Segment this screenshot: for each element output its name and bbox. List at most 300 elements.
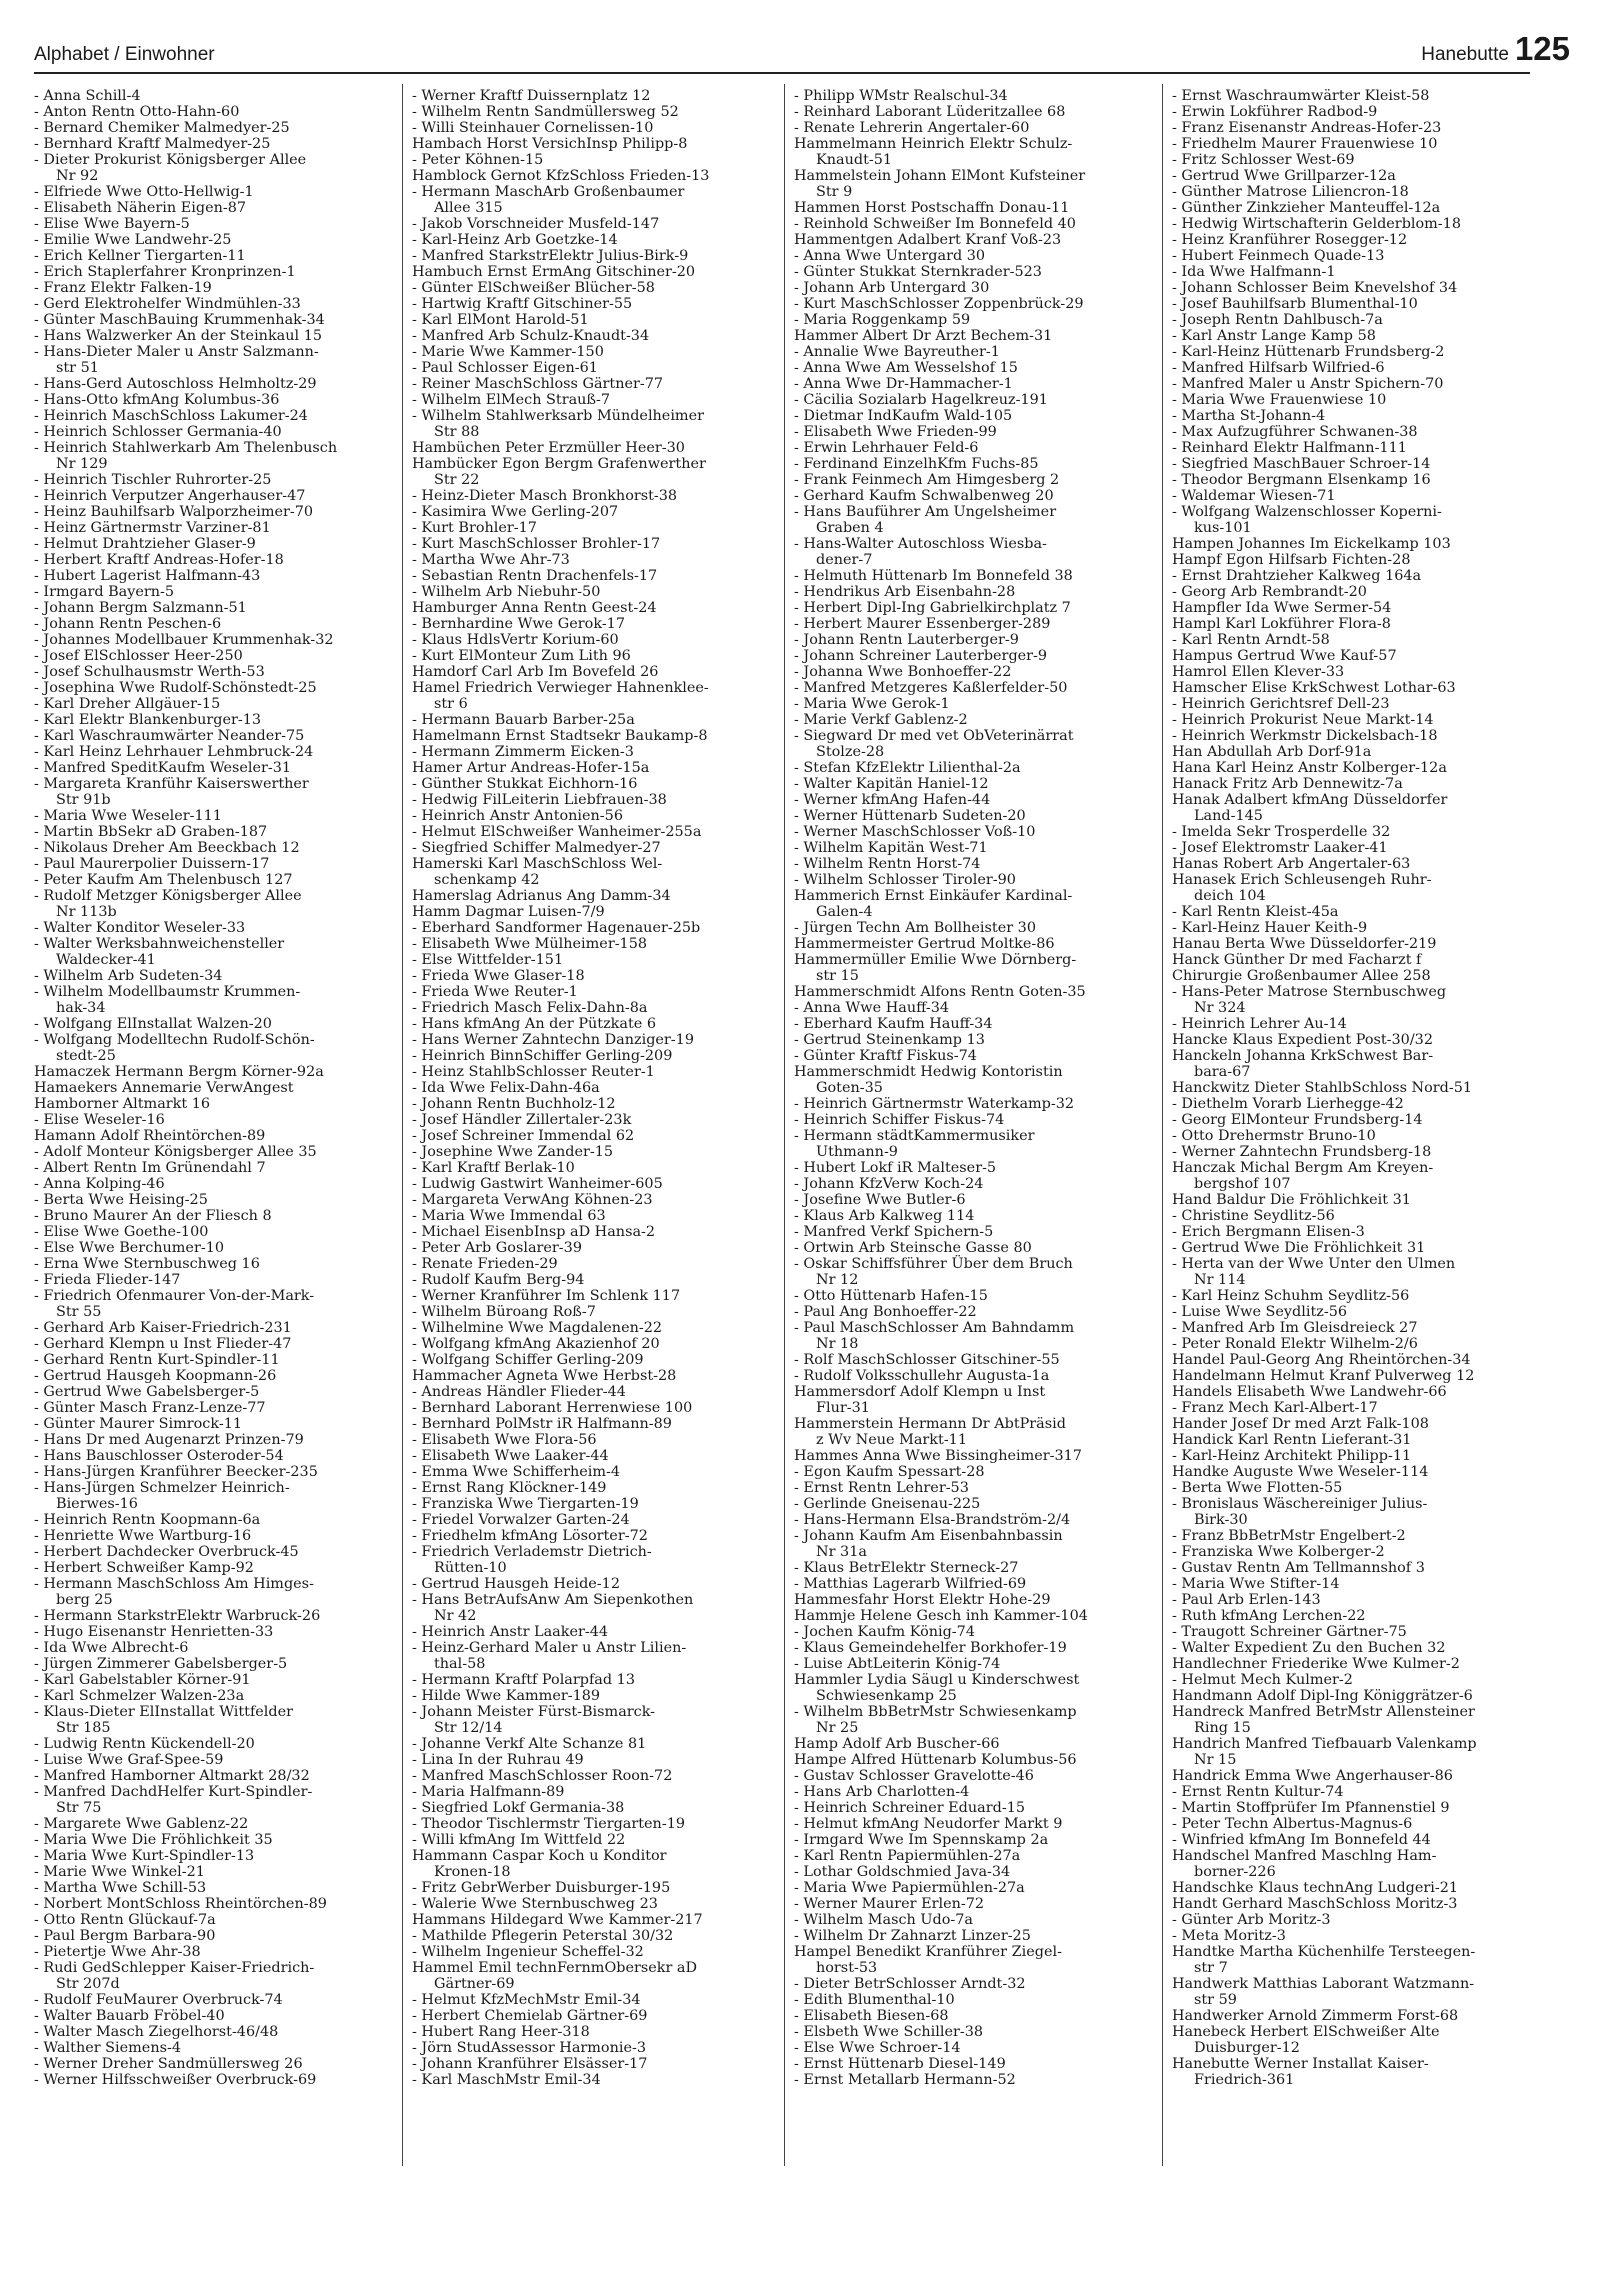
directory-entry: Hamscher Elise KrkSchwest Lothar-63: [1172, 680, 1456, 696]
directory-entry: - Hermann StarkstrElektr Warbruck-26: [34, 1608, 321, 1624]
directory-entry: - Walter Werksbahnweichensteller: [34, 936, 285, 952]
directory-entry: Handreck Manfred BetrMstr Allensteiner: [1172, 1704, 1475, 1720]
directory-entry: - Paul Arb Erlen-143: [1172, 1592, 1321, 1608]
directory-entry: - Gertrud Wwe Gabelsberger-5: [34, 1384, 260, 1400]
directory-entry: - Bruno Maurer An der Fliesch 8: [34, 1208, 272, 1224]
directory-entry: Hander Josef Dr med Arzt Falk-108: [1172, 1416, 1429, 1432]
directory-entry: - Bernard Chemiker Malmedyer-25: [34, 120, 290, 136]
directory-entry: - Jochen Kaufm König-74: [794, 1624, 975, 1640]
directory-entry: - Siegfried Lokf Germania-38: [412, 1800, 625, 1816]
directory-entry: schenkamp 42: [434, 872, 540, 888]
directory-entry: - Walter Konditor Weseler-33: [34, 920, 246, 936]
directory-entry: Graben 4: [816, 520, 884, 536]
directory-entry: - Johann Schreiner Lauterberger-9: [794, 648, 1048, 664]
directory-entry: - Rudi GedSchlepper Kaiser-Friedrich-: [34, 1960, 315, 1976]
directory-entry: - Walther Siemens-4: [34, 2040, 181, 2056]
directory-entry: - Heinrich Schiffer Fiskus-74: [794, 1112, 1005, 1128]
directory-entry: - Kasimira Wwe Gerling-207: [412, 504, 619, 520]
directory-entry: Hanebeck Herbert ElSchweißer Alte: [1172, 2024, 1440, 2040]
directory-entry: - Karl Waschraumwärter Neander-75: [34, 728, 305, 744]
directory-entry: - Gertrud Steinenkamp 13: [794, 1032, 985, 1048]
directory-entry: - Martin Stoffprüfer Im Pfannenstiel 9: [1172, 1800, 1450, 1816]
directory-entry: Hammerich Ernst Einkäufer Kardinal-: [794, 888, 1073, 904]
directory-entry: - Karl Anstr Lange Kamp 58: [1172, 328, 1376, 344]
directory-entry: - Wolfgang ElInstallat Walzen-20: [34, 1016, 272, 1032]
directory-entry: - Helmut kfmAng Neudorfer Markt 9: [794, 1816, 1063, 1832]
directory-entry: Hanck Günther Dr med Facharzt f: [1172, 952, 1422, 968]
directory-entry: Hammann Caspar Koch u Konditor: [412, 1848, 667, 1864]
directory-entry: - Werner Maurer Erlen-72: [794, 1896, 985, 1912]
directory-entry: Knaudt-51: [816, 152, 893, 168]
directory-entry: - Hans Werner Zahntechn Danziger-19: [412, 1032, 694, 1048]
directory-entry: Chirurgie Großenbaumer Allee 258: [1172, 968, 1431, 984]
directory-entry: berg 25: [56, 1592, 113, 1608]
directory-entry: - Karl Rentn Papiermühlen-27a: [794, 1848, 1021, 1864]
directory-entry: - Herbert Schweißer Kamp-92: [34, 1560, 254, 1576]
directory-entry: - Heinrich Werkmstr Dickelsbach-18: [1172, 728, 1438, 744]
directory-entry: Hamel Friedrich Verwieger Hahnenklee-: [412, 680, 709, 696]
directory-entry: Handrich Manfred Tiefbauarb Valenkamp: [1172, 1736, 1477, 1752]
directory-entry: - Günter Stukkat Sternkrader-523: [794, 264, 1042, 280]
directory-entry: Str 9: [816, 184, 853, 200]
directory-entry: - Helmut Drahtzieher Glaser-9: [34, 536, 256, 552]
directory-entry: - Johann Kranführer Elsässer-17: [412, 2056, 648, 2072]
directory-entry: stedt-25: [56, 1048, 116, 1064]
directory-entry: - Anna Wwe Dr-Hammacher-1: [794, 376, 1013, 392]
directory-entry: - Heinrich Tischler Ruhrorter-25: [34, 472, 272, 488]
directory-entry: - Wilhelm Arb Sudeten-34: [34, 968, 223, 984]
directory-entry: - Siegfried MaschBauer Schroer-14: [1172, 456, 1431, 472]
directory-entry: Hanckeln Johanna KrkSchwest Bar-: [1172, 1048, 1434, 1064]
directory-entry: - Manfred DachdHelfer Kurt-Spindler-: [34, 1784, 313, 1800]
directory-entry: - Eberhard Kaufm Hauff-34: [794, 1016, 993, 1032]
directory-entry: - Elise Wwe Goethe-100: [34, 1224, 209, 1240]
directory-entry: - Frieda Wwe Glaser-18: [412, 968, 585, 984]
directory-entry: - Theodor Tischlermstr Tiergarten-19: [412, 1816, 686, 1832]
directory-entry: - Paul MaschSchlosser Am Bahndamm: [794, 1320, 1075, 1336]
directory-entry: - Luise Wwe Graf-Spee-59: [34, 1752, 224, 1768]
directory-entry: - Meta Moritz-3: [1172, 1928, 1286, 1944]
directory-entry: - Manfred Verkf Spichern-5: [794, 1224, 994, 1240]
directory-entry: Hamer Artur Andreas-Hofer-15a: [412, 760, 650, 776]
directory-entry: Handrick Emma Wwe Angerhauser-86: [1172, 1768, 1453, 1784]
directory-entry: z Wv Neue Markt-11: [816, 1432, 967, 1448]
directory-entry: horst-53: [816, 1960, 878, 1976]
directory-entry: - Waldemar Wiesen-71: [1172, 488, 1336, 504]
directory-entry: - Maria Wwe Kurt-Spindler-13: [34, 1848, 255, 1864]
directory-entry: Nr 129: [56, 456, 108, 472]
directory-entry: - Egon Kaufm Spessart-28: [794, 1464, 985, 1480]
directory-entry: - Erich Bergmann Elisen-3: [1172, 1224, 1365, 1240]
directory-entry: Hamburger Anna Rentn Geest-24: [412, 600, 657, 616]
directory-entry: - Johann Meister Fürst-Bismarck-: [412, 1704, 656, 1720]
directory-column-4: [1172, 88, 1536, 2088]
directory-entry: - Lothar Goldschmied Java-34: [794, 1864, 1011, 1880]
directory-entry: - Gerd Elektrohelfer Windmühlen-33: [34, 296, 301, 312]
directory-entry: Hanas Robert Arb Angertaler-63: [1172, 856, 1411, 872]
directory-entry: Hampf Egon Hilfsarb Fichten-28: [1172, 552, 1411, 568]
directory-entry: - Sebastian Rentn Drachenfels-17: [412, 568, 658, 584]
directory-entry: - Erich Kellner Tiergarten-11: [34, 248, 246, 264]
running-head-name: Hanebutte: [1421, 44, 1509, 65]
directory-entry: - Ernst Metallarb Hermann-52: [794, 2072, 1016, 2088]
directory-entry: - Johann Rentn Peschen-6: [34, 616, 222, 632]
directory-entry: - Wolfgang kfmAng Akazienhof 20: [412, 1336, 660, 1352]
directory-entry: Hammel Emil technFernmObersekr aD: [412, 1960, 698, 1976]
directory-entry: Handschke Klaus technAng Ludgeri-21: [1172, 1880, 1459, 1896]
directory-entry: - Ortwin Arb Steinsche Gasse 80: [794, 1240, 1032, 1256]
directory-entry: - Manfred Metzgeres Kaßlerfelder-50: [794, 680, 1068, 696]
directory-entry: - Heinrich Prokurist Neue Markt-14: [1172, 712, 1434, 728]
directory-entry: - Friedhelm Maurer Frauenwiese 10: [1172, 136, 1438, 152]
directory-entry: - Maria Wwe Frauenwiese 10: [1172, 392, 1387, 408]
directory-entry: - Heinz-Dieter Masch Bronkhorst-38: [412, 488, 678, 504]
directory-entry: - Ernst Drahtzieher Kalkweg 164a: [1172, 568, 1422, 584]
directory-entry: Str 55: [56, 1304, 102, 1320]
directory-entry: - Berta Wwe Heising-25: [34, 1192, 208, 1208]
directory-entry: - Willi Steinhauer Cornelissen-10: [412, 120, 654, 136]
directory-entry: - Else Wwe Schroer-14: [794, 2040, 961, 2056]
directory-entry: Hamblock Gernot KfzSchloss Frieden-13: [412, 168, 710, 184]
directory-entry: - Heinz StahlbSchlosser Reuter-1: [412, 1064, 655, 1080]
directory-entry: Str 207d: [56, 1976, 120, 1992]
directory-entry: Str 22: [434, 472, 480, 488]
directory-entry: - Wolfgang Schiffer Gerling-209: [412, 1352, 644, 1368]
directory-entry: - Martin BbSekr aD Graben-187: [34, 824, 268, 840]
directory-entry: - Michael EisenbInsp aD Hansa-2: [412, 1224, 656, 1240]
directory-entry: - Franz Elektr Falken-19: [34, 280, 212, 296]
directory-entry: - Reiner MaschSchloss Gärtner-77: [412, 376, 664, 392]
directory-entry: - Rudolf Metzger Königsberger Allee: [34, 888, 302, 904]
directory-entry: - Karl-Heinz Hauer Keith-9: [1172, 920, 1368, 936]
directory-entry: - Josef Schulhausmstr Werth-53: [34, 664, 265, 680]
directory-entry: - Gerhard Rentn Kurt-Spindler-11: [34, 1352, 280, 1368]
directory-entry: Rütten-10: [434, 1560, 507, 1576]
directory-entry: - Manfred Arb Schulz-Knaudt-34: [412, 328, 650, 344]
directory-entry: Land-145: [1194, 808, 1263, 824]
directory-entry: - Johann Schlosser Beim Knevelshof 34: [1172, 280, 1458, 296]
directory-entry: - Dieter BetrSchlosser Arndt-32: [794, 1976, 1026, 1992]
directory-entry: - Maria Roggenkamp 59: [794, 312, 971, 328]
directory-entry: Nr 12: [816, 1272, 859, 1288]
directory-entry: str 7: [1194, 1960, 1228, 1976]
directory-entry: - Karl ElMont Harold-51: [412, 312, 589, 328]
directory-entry: - Fritz Schlosser West-69: [1172, 152, 1355, 168]
directory-entry: - Frieda Flieder-147: [34, 1272, 181, 1288]
directory-entry: Hana Karl Heinz Anstr Kolberger-12a: [1172, 760, 1447, 776]
directory-entry: Schwiesenkamp 25: [816, 1688, 957, 1704]
directory-entry: Hambüchen Peter Erzmüller Heer-30: [412, 440, 685, 456]
directory-entry: - Jürgen Zimmerer Gabelsberger-5: [34, 1656, 288, 1672]
page-header-right: [1421, 30, 1570, 68]
directory-entry: Hamerslag Adrianus Ang Damm-34: [412, 888, 671, 904]
directory-entry: - Else Wwe Berchumer-10: [34, 1240, 225, 1256]
directory-entry: - Hans Dr med Augenarzt Prinzen-79: [34, 1432, 304, 1448]
directory-entry: - Karl-Heinz Architekt Philipp-11: [1172, 1448, 1412, 1464]
directory-entry: Hammerschmidt Hedwig Kontoristin: [794, 1064, 1063, 1080]
directory-entry: - Hans-Gerd Autoschloss Helmholtz-29: [34, 376, 317, 392]
directory-entry: - Eberhard Sandformer Hagenauer-25b: [412, 920, 701, 936]
directory-entry: - Berta Wwe Flotten-55: [1172, 1480, 1343, 1496]
directory-entry: - Peter Ronald Elektr Wilhelm-2/6: [1172, 1336, 1418, 1352]
directory-entry: str 51: [56, 360, 99, 376]
directory-entry: - Wilhelmine Wwe Magdalenen-22: [412, 1320, 663, 1336]
directory-entry: - Günther Zinkzieher Manteuffel-12a: [1172, 200, 1441, 216]
directory-entry: - Siegward Dr med vet ObVeterinärrat: [794, 728, 1074, 744]
directory-entry: - Heinrich MaschSchloss Lakumer-24: [34, 408, 308, 424]
directory-entry: - Marie Wwe Kammer-150: [412, 344, 604, 360]
directory-entry: Hanasek Erich Schleusengeh Ruhr-: [1172, 872, 1432, 888]
directory-entry: - Günter ElSchweißer Blücher-58: [412, 280, 655, 296]
directory-entry: Hancke Klaus Expedient Post-30/32: [1172, 1032, 1433, 1048]
directory-entry: - Karl MaschMstr Emil-34: [412, 2072, 601, 2088]
directory-entry: - Manfred SpeditKaufm Weseler-31: [34, 760, 292, 776]
directory-entry: - Klaus HdlsVertr Korium-60: [412, 632, 619, 648]
directory-entry: - Ernst Rang Klöckner-149: [412, 1480, 607, 1496]
directory-entry: Hampen Johannes Im Eickelkamp 103: [1172, 536, 1451, 552]
directory-entry: - Manfred StarkstrElektr Julius-Birk-9: [412, 248, 689, 264]
directory-entry: - Heinrich Stahlwerkarb Am Thelenbusch: [34, 440, 338, 456]
directory-entry: - Peter Kaufm Am Thelenbusch 127: [34, 872, 293, 888]
directory-entry: Hanak Adalbert kfmAng Düsseldorfer: [1172, 792, 1448, 808]
directory-entry: - Kurt MaschSchlosser Zoppenbrück-29: [794, 296, 1084, 312]
directory-entry: Handtke Martha Küchenhilfe Tersteegen-: [1172, 1944, 1476, 1960]
directory-entry: - Rudolf FeuMaurer Overbruck-74: [34, 1992, 283, 2008]
directory-entry: Hammans Hildegard Wwe Kammer-217: [412, 1912, 703, 1928]
directory-entry: - Karl Gabelstabler Körner-91: [34, 1672, 251, 1688]
directory-entry: Handels Elisabeth Wwe Landwehr-66: [1172, 1384, 1447, 1400]
directory-entry: - Emma Wwe Schifferheim-4: [412, 1464, 621, 1480]
directory-entry: str 59: [1194, 1992, 1237, 2008]
directory-entry: - Peter Arb Goslarer-39: [412, 1240, 582, 1256]
directory-entry: - Manfred MaschSchlosser Roon-72: [412, 1768, 673, 1784]
directory-entry: bara-67: [1194, 1064, 1251, 1080]
directory-entry: - Elisabeth Wwe Frieden-99: [794, 424, 997, 440]
directory-entry: - Margareta Kranführ Kaiserswerther: [34, 776, 309, 792]
directory-entry: - Erich Staplerfahrer Kronprinzen-1: [34, 264, 296, 280]
directory-entry: Str 185: [56, 1720, 111, 1736]
directory-entry: - Karl Heinz Schuhm Seydlitz-56: [1172, 1288, 1410, 1304]
directory-entry: Hampel Benedikt Kranführer Ziegel-: [794, 1944, 1062, 1960]
directory-entry: - Oskar Schiffsführer Über dem Bruch: [794, 1256, 1073, 1272]
directory-entry: - Hans Bauschlosser Osteroder-54: [34, 1448, 284, 1464]
directory-entry: - Jakob Vorschneider Musfeld-147: [412, 216, 660, 232]
directory-entry: Kronen-18: [434, 1864, 511, 1880]
directory-entry: - Ida Wwe Felix-Dahn-46a: [412, 1080, 600, 1096]
directory-entry: - Ernst Hüttenarb Diesel-149: [794, 2056, 1006, 2072]
directory-column-1: [34, 88, 398, 2088]
directory-entry: - Anna Wwe Hauff-34: [794, 1000, 950, 1016]
directory-entry: - Johann Kaufm Am Eisenbahnbassin: [794, 1528, 1063, 1544]
directory-entry: - Bernhard Laborant Herrenwiese 100: [412, 1400, 693, 1416]
directory-entry: - Ernst Waschraumwärter Kleist-58: [1172, 88, 1430, 104]
directory-entry: - Emilie Wwe Landwehr-25: [34, 232, 232, 248]
directory-entry: - Kurt MaschSchlosser Brohler-17: [412, 536, 661, 552]
directory-entry: - Stefan KfzElektr Lilienthal-2a: [794, 760, 1021, 776]
directory-entry: - Hans kfmAng An der Pützkate 6: [412, 1016, 656, 1032]
directory-entry: - Franz Eisenanstr Andreas-Hofer-23: [1172, 120, 1442, 136]
directory-entry: - Herta van der Wwe Unter den Ulmen: [1172, 1256, 1456, 1272]
directory-entry: - Elfriede Wwe Otto-Hellwig-1: [34, 184, 254, 200]
directory-entry: - Luise AbtLeiterin König-74: [794, 1656, 1001, 1672]
directory-entry: Han Abdullah Arb Dorf-91a: [1172, 744, 1372, 760]
directory-entry: Handelmann Helmut Kranf Pulverweg 12: [1172, 1368, 1475, 1384]
directory-entry: - Josef ElSchlosser Heer-250: [34, 648, 243, 664]
directory-entry: - Hedwig Wirtschafterin Gelderblom-18: [1172, 216, 1461, 232]
directory-entry: Hammermüller Emilie Wwe Dörnberg-: [794, 952, 1077, 968]
directory-entry: - Anna Schill-4: [34, 88, 141, 104]
directory-entry: - Nikolaus Dreher Am Beeckbach 12: [34, 840, 300, 856]
directory-entry: thal-58: [434, 1656, 486, 1672]
directory-entry: - Hedwig FilLeiterin Liebfrauen-38: [412, 792, 667, 808]
directory-entry: - Wolfgang Modelltechn Rudolf-Schön-: [34, 1032, 315, 1048]
directory-entry: - Otto Rentn Glückauf-7a: [34, 1912, 216, 1928]
directory-entry: Handschel Manfred Maschlng Ham-: [1172, 1848, 1437, 1864]
directory-entry: - Gerhard Kaufm Schwalbenweg 20: [794, 488, 1054, 504]
directory-entry: - Klaus Arb Kalkweg 114: [794, 1208, 975, 1224]
directory-entry: - Karl Schmelzer Walzen-23a: [34, 1688, 245, 1704]
directory-entry: - Walerie Wwe Sternbuschweg 23: [412, 1896, 658, 1912]
directory-entry: - Max Aufzugführer Schwanen-38: [1172, 424, 1418, 440]
page-header: [34, 30, 1570, 74]
directory-entry: - Werner Kraftf Duissernplatz 12: [412, 88, 651, 104]
directory-entry: - Helmuth Hüttenarb Im Bonnefeld 38: [794, 568, 1073, 584]
directory-entry: - Klaus-Dieter ElInstallat Wittfelder: [34, 1704, 294, 1720]
directory-entry: - Hermann städtKammermusiker: [794, 1128, 1035, 1144]
directory-entry: Hanau Berta Wwe Düsseldorfer-219: [1172, 936, 1437, 952]
directory-entry: dener-7: [816, 552, 873, 568]
directory-entry: - Rudolf Kaufm Berg-94: [412, 1272, 585, 1288]
directory-entry: - Johann Arb Untergard 30: [794, 280, 990, 296]
directory-entry: - Reinhard Elektr Halfmann-111: [1172, 440, 1407, 456]
directory-entry: - Hans-Otto kfmAng Kolumbus-36: [34, 392, 280, 408]
directory-entry: - Heinrich BinnSchiffer Gerling-209: [412, 1048, 673, 1064]
directory-entry: - Hans Walzwerker An der Steinkaul 15: [34, 328, 323, 344]
directory-entry: - Josephine Wwe Zander-15: [412, 1144, 614, 1160]
directory-entry: - Albert Rentn Im Grünendahl 7: [34, 1160, 266, 1176]
directory-entry: - Gertrud Hausgeh Koopmann-26: [34, 1368, 277, 1384]
directory-entry: - Friedrich Verlademstr Dietrich-: [412, 1544, 652, 1560]
directory-entry: - Heinrich Gärtnermstr Waterkamp-32: [794, 1096, 1075, 1112]
directory-entry: - Hans Arb Charlotten-4: [794, 1784, 970, 1800]
section-title: Alphabet / Einwohner: [34, 44, 215, 65]
directory-entry: - Hermann Bauarb Barber-25a: [412, 712, 635, 728]
directory-entry: - Heinrich Lehrer Au-14: [1172, 1016, 1347, 1032]
directory-entry: - Werner Zahntechn Frundsberg-18: [1172, 1144, 1432, 1160]
directory-entry: - Wolfgang Walzenschlosser Koperni-: [1172, 504, 1442, 520]
directory-entry: - Ernst Rentn Kultur-74: [1172, 1784, 1344, 1800]
page-number: 125: [1514, 30, 1570, 67]
directory-entry: - Ida Wwe Halfmann-1: [1172, 264, 1336, 280]
directory-entry: - Georg Arb Rembrandt-20: [1172, 584, 1367, 600]
directory-entry: - Hubert Rang Heer-318: [412, 2024, 590, 2040]
directory-entry: - Winfried kfmAng Im Bonnefeld 44: [1172, 1832, 1431, 1848]
directory-entry: Hamdorf Carl Arb Im Bovefeld 26: [412, 664, 659, 680]
directory-entry: - Frank Feinmech Am Himgesberg 2: [794, 472, 1060, 488]
directory-entry: - Herbert Kraftf Andreas-Hofer-18: [34, 552, 284, 568]
directory-entry: - Heinz Bauhilfsarb Walporzheimer-70: [34, 504, 314, 520]
directory-entry: - Gustav Schlosser Gravelotte-46: [794, 1768, 1034, 1784]
directory-entry: - Elisabeth Näherin Eigen-87: [34, 200, 247, 216]
directory-entry: Hammacher Agneta Wwe Herbst-28: [412, 1368, 677, 1384]
directory-entry: Hamm Dagmar Luisen-7/9: [412, 904, 605, 920]
directory-entry: - Johann KfzVerw Koch-24: [794, 1176, 984, 1192]
directory-entry: - Erna Wwe Sternbuschweg 16: [34, 1256, 260, 1272]
directory-entry: - Theodor Bergmann Elsenkamp 16: [1172, 472, 1431, 488]
directory-entry: - Fritz GebrWerber Duisburger-195: [412, 1880, 671, 1896]
directory-entry: - Johanna Wwe Bonhoeffer-22: [794, 664, 1012, 680]
directory-entry: - Peter Techn Albertus-Magnus-6: [1172, 1816, 1413, 1832]
directory-entry: - Günther Matrose Liliencron-18: [1172, 184, 1409, 200]
directory-entry: Hammermeister Gertrud Moltke-86: [794, 936, 1055, 952]
directory-entry: - Helmut Mech Kulmer-2: [1172, 1672, 1353, 1688]
directory-entry: - Willi kfmAng Im Wittfeld 22: [412, 1832, 626, 1848]
directory-entry: Hambach Horst VersichInsp Philipp-8: [412, 136, 688, 152]
directory-entry: - Heinrich Anstr Antonien-56: [412, 808, 623, 824]
directory-entry: - Gustav Rentn Am Tellmannshof 3: [1172, 1560, 1425, 1576]
directory-entry: - Heinz-Gerhard Maler u Anstr Lilien-: [412, 1640, 687, 1656]
directory-entry: Handke Auguste Wwe Weseler-114: [1172, 1464, 1429, 1480]
directory-entry: Nr 25: [816, 1720, 859, 1736]
directory-entry: - Else Wittfelder-151: [412, 952, 564, 968]
directory-entry: - Erwin Lokführer Radbod-9: [1172, 104, 1378, 120]
directory-entry: Hammler Lydia Säugl u Kinderschwest: [794, 1672, 1080, 1688]
directory-entry: hak-34: [56, 1000, 106, 1016]
directory-entry: Hamann Adolf Rheintörchen-89: [34, 1128, 266, 1144]
directory-entry: - Luise Wwe Seydlitz-56: [1172, 1304, 1347, 1320]
directory-entry: - Elisabeth Biesen-68: [794, 2008, 949, 2024]
directory-entry: - Klaus BetrElektr Sterneck-27: [794, 1560, 1019, 1576]
directory-entry: Waldecker-41: [56, 952, 156, 968]
directory-column-2: [412, 88, 776, 2088]
directory-entry: - Bernhardine Wwe Gerok-17: [412, 616, 625, 632]
directory-entry: Stolze-28: [816, 744, 885, 760]
directory-entry: Ring 15: [1194, 1720, 1251, 1736]
directory-entry: - Maria Wwe Weseler-111: [34, 808, 222, 824]
directory-entry: - Maria Wwe Immendal 63: [412, 1208, 606, 1224]
directory-entry: - Bronislaus Wäschereiniger Julius-: [1172, 1496, 1428, 1512]
directory-entry: - Christine Seydlitz-56: [1172, 1208, 1335, 1224]
directory-entry: - Edith Blumenthal-10: [794, 1992, 955, 2008]
directory-entry: - Karl Heinz Lehrhauer Lehmbruck-24: [34, 744, 314, 760]
directory-entry: - Dieter Prokurist Königsberger Allee: [34, 152, 307, 168]
directory-entry: - Karl-Heinz Arb Goetzke-14: [412, 232, 618, 248]
directory-entry: - Reinhold Schweißer Im Bonnefeld 40: [794, 216, 1076, 232]
directory-entry: - Johanne Verkf Alte Schanze 81: [412, 1736, 647, 1752]
directory-entry: Hampfler Ida Wwe Sermer-54: [1172, 600, 1392, 616]
directory-entry: - Johann Rentn Buchholz-12: [412, 1096, 616, 1112]
directory-entry: - Josefine Wwe Butler-6: [794, 1192, 966, 1208]
directory-entry: Str 91b: [56, 792, 111, 808]
directory-entry: - Franz Mech Karl-Albert-17: [1172, 1400, 1378, 1416]
directory-entry: - Paul Maurerpolier Duissern-17: [34, 856, 270, 872]
column-divider: [402, 84, 403, 2166]
directory-entry: Hammelmann Heinrich Elektr Schulz-: [794, 136, 1073, 152]
directory-entry: Bierwes-16: [56, 1496, 138, 1512]
directory-entry: Str 12/14: [434, 1720, 503, 1736]
directory-entry: - Karl-Heinz Hüttenarb Frundsberg-2: [1172, 344, 1445, 360]
directory-entry: - Johann Bergm Salzmann-51: [34, 600, 247, 616]
directory-entry: - Hubert Lokf iR Malteser-5: [794, 1160, 997, 1176]
directory-entry: - Heinrich Schreiner Eduard-15: [794, 1800, 1026, 1816]
directory-entry: Goten-35: [816, 1080, 883, 1096]
directory-entry: - Heinrich Schlosser Germania-40: [34, 424, 282, 440]
directory-entry: - Hermann Zimmerm Eicken-3: [412, 744, 634, 760]
directory-entry: Friedrich-361: [1194, 2072, 1295, 2088]
directory-entry: - Friedrich Masch Felix-Dahn-8a: [412, 1000, 648, 1016]
directory-entry: - Wilhelm Stahlwerksarb Mündelheimer: [412, 408, 704, 424]
directory-entry: - Irmgard Wwe Im Spennskamp 2a: [794, 1832, 1049, 1848]
